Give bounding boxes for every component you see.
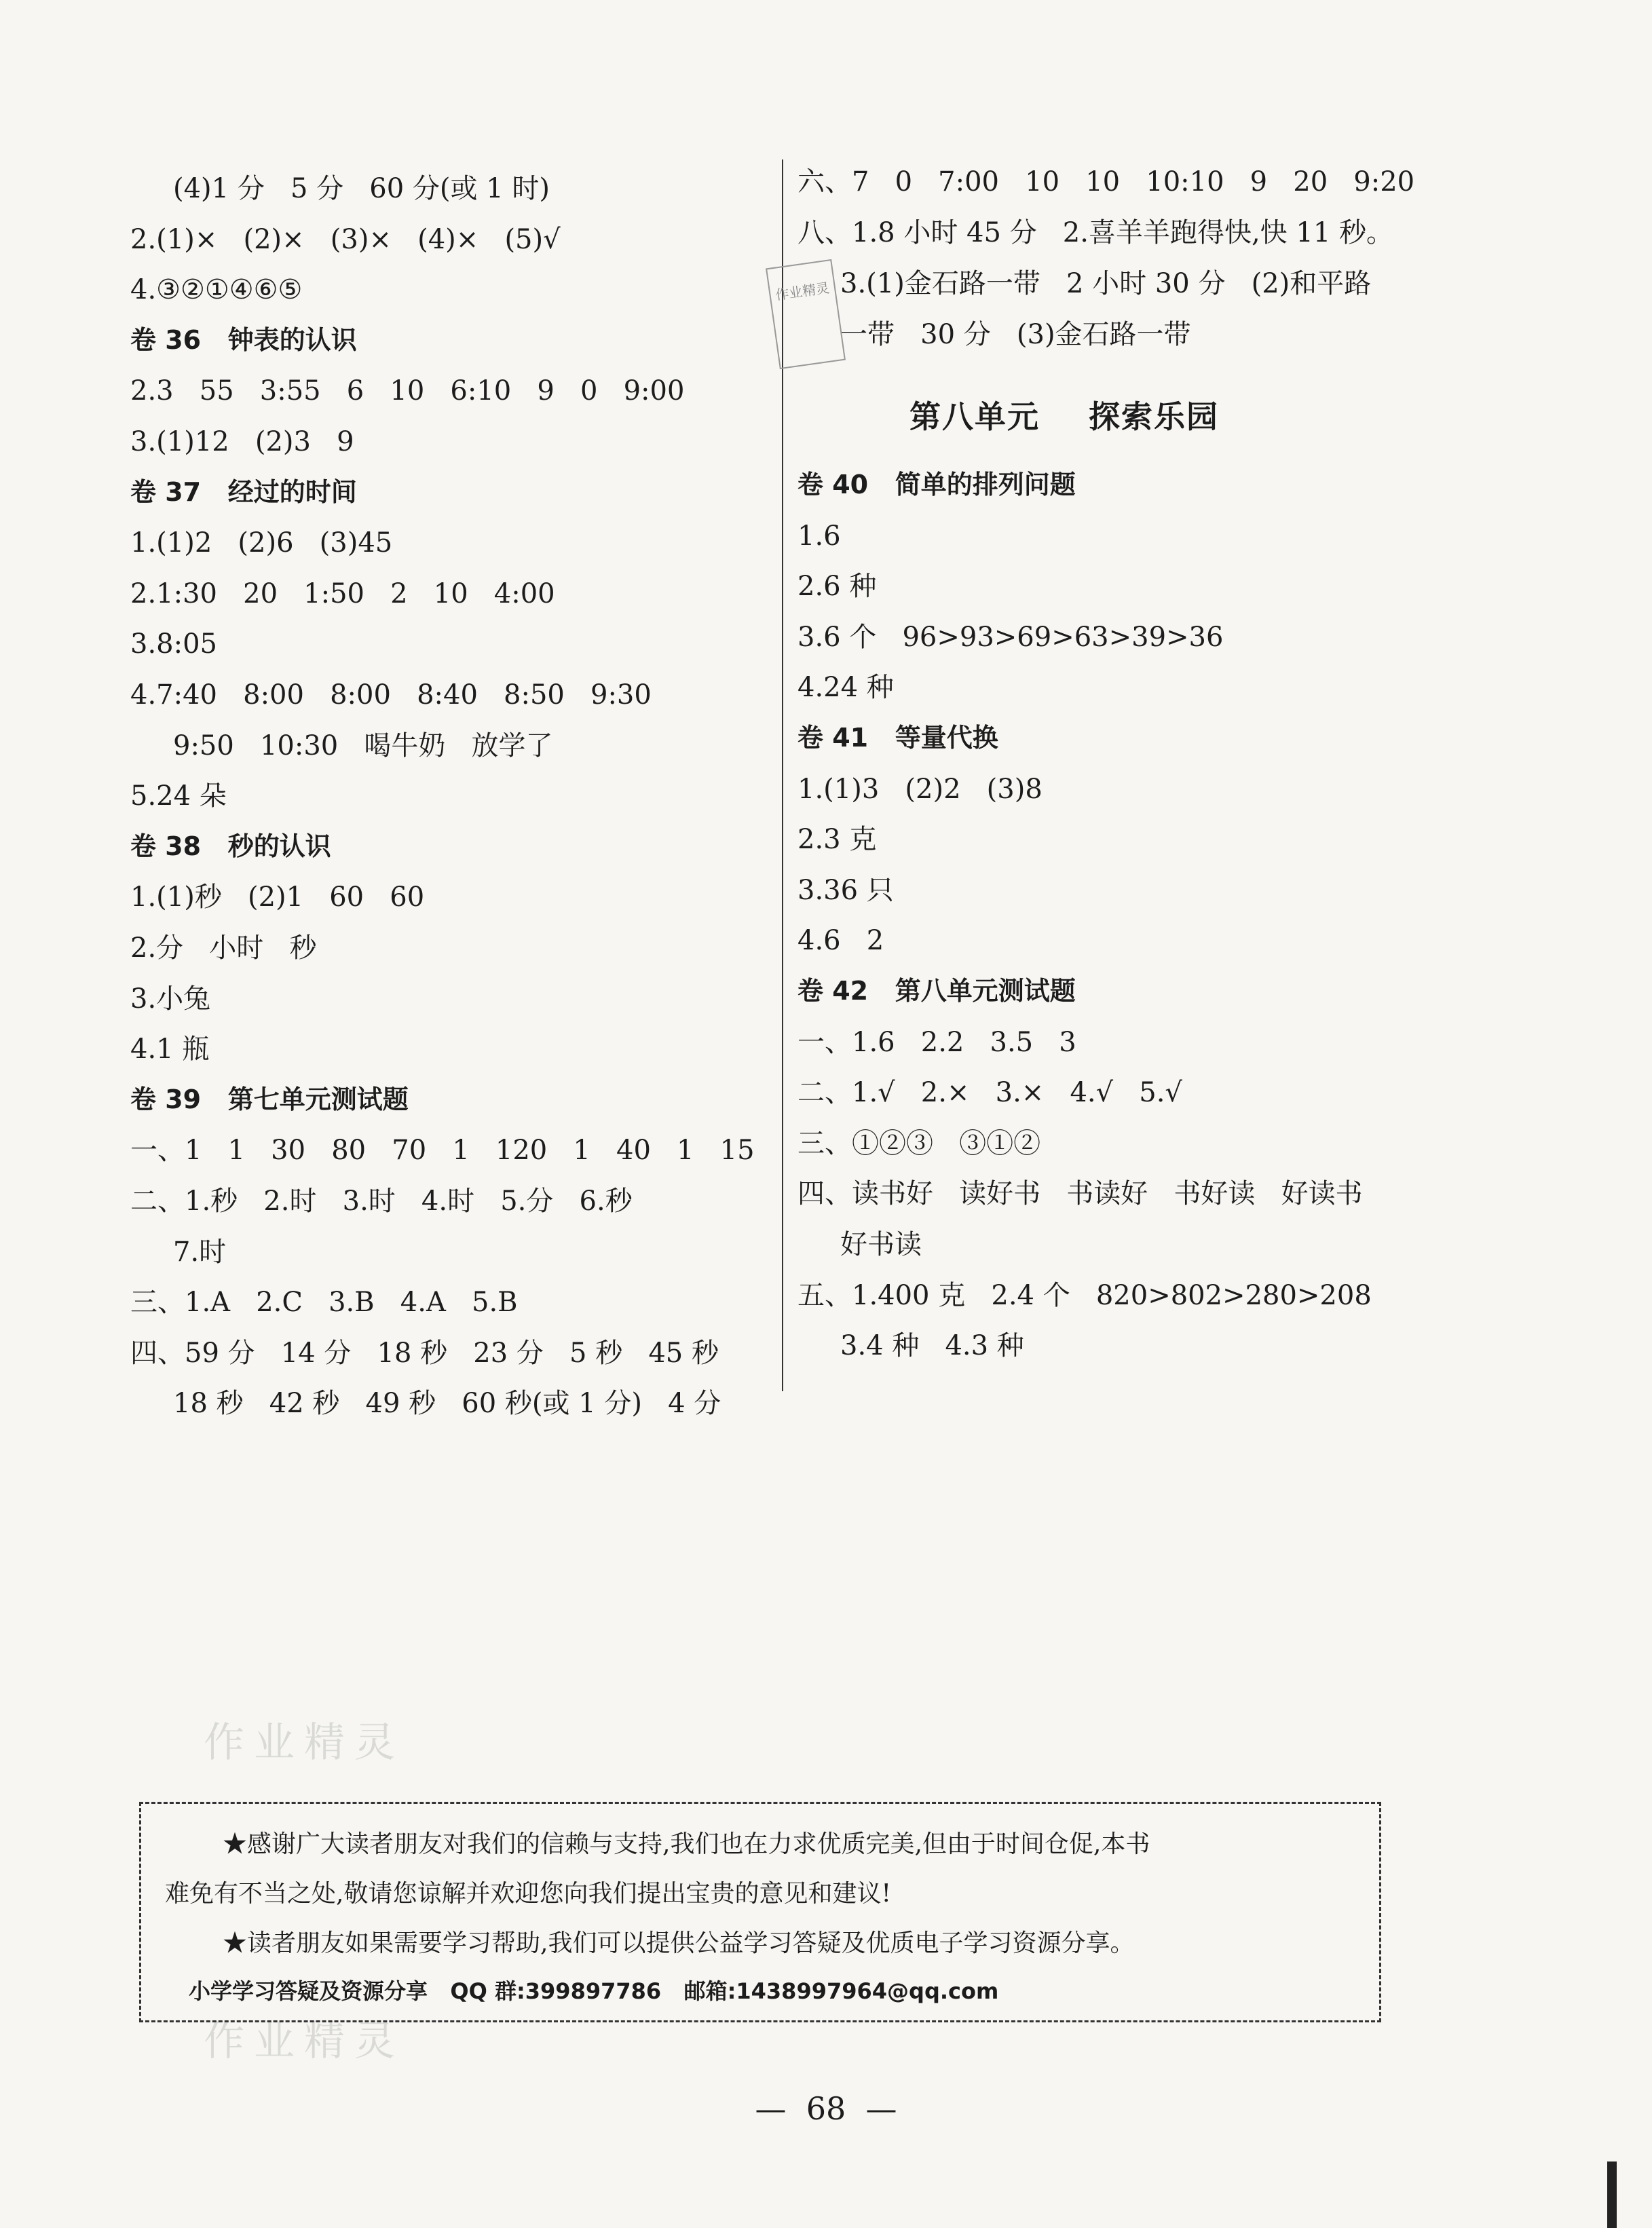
notice-line-2: 难免有不当之处,敬请您谅解并欢迎您向我们提出宝贵的意见和建议! (165, 1880, 891, 1908)
left-column-line: 3.(1)12 (2)3 9 (130, 426, 354, 457)
left-column-line: 四、59 分 14 分 18 秒 23 分 5 秒 45 秒 (130, 1337, 719, 1369)
right-column-bottom-line: 3.6 个 96>93>69>63>39>36 (797, 621, 1224, 653)
right-column-top-line: 六、7 0 7:00 10 10 10:10 9 20 9:20 (797, 166, 1415, 197)
left-column-line: 1.(1)秒 (2)1 60 60 (130, 882, 425, 913)
right-column-bottom-line: 3.4 种 4.3 种 (840, 1330, 1024, 1362)
left-column-line: (4)1 分 5 分 60 分(或 1 时) (173, 173, 550, 204)
notice-line-1: ★感谢广大读者朋友对我们的信赖与支持,我们也在力求优质完美,但由于时间仓促,本书 (223, 1830, 1150, 1858)
left-column-line: 一、1 1 30 80 70 1 120 1 40 1 15 (130, 1135, 755, 1167)
left-column-line: 卷 36 钟表的认识 (130, 324, 357, 355)
edge-scan-mark (1607, 2161, 1617, 2228)
right-column-bottom-line: 好书读 (840, 1229, 922, 1260)
left-column-line: 1.(1)2 (2)6 (3)45 (130, 527, 393, 559)
stamp-logo (766, 259, 846, 369)
left-column-line: 2.1:30 20 1:50 2 10 4:00 (130, 578, 555, 609)
stamp-text: 作业精灵 (774, 279, 831, 303)
right-column-bottom-line: 四、读书好 读好书 书读好 书好读 好读书 (797, 1178, 1363, 1210)
left-column-line: 7.时 (173, 1236, 227, 1268)
watermark-upper: 作业精灵 (204, 1719, 405, 1767)
left-column-line: 二、1.秒 2.时 3.时 4.时 5.分 6.秒 (130, 1186, 633, 1217)
right-column-top-line: 3.(1)金石路一带 2 小时 30 分 (2)和平路 (840, 268, 1372, 299)
unit-title: 第八单元 探索乐园 (909, 398, 1220, 435)
right-column-bottom-line: 二、1.√ 2.× 3.× 4.√ 5.√ (797, 1077, 1182, 1109)
right-column-bottom-line: 1.6 (797, 520, 841, 552)
right-column-top-line: 一带 30 分 (3)金石路一带 (840, 319, 1191, 350)
right-column-bottom-line: 一、1.6 2.2 3.5 3 (797, 1026, 1076, 1058)
right-column-bottom-line: 4.24 种 (797, 672, 894, 704)
left-column-line: 3.小兔 (130, 983, 211, 1015)
right-column-bottom-line: 1.(1)3 (2)2 (3)8 (797, 773, 1043, 805)
notice-line-3: ★读者朋友如果需要学习帮助,我们可以提供公益学习答疑及优质电子学习资源分享。 (223, 1929, 1135, 1957)
left-column-line: 4.③②①④⑥⑤ (130, 274, 303, 306)
watermark-lower: 作业精灵 (204, 2018, 405, 2065)
left-column-line: 9:50 10:30 喝牛奶 放学了 (173, 730, 553, 761)
left-column-line: 卷 38 秒的认识 (130, 831, 331, 861)
left-column-line: 18 秒 42 秒 49 秒 60 秒(或 1 分) 4 分 (173, 1388, 721, 1420)
right-column-bottom-line: 卷 41 等量代换 (797, 723, 998, 753)
right-column-bottom-line: 卷 40 简单的排列问题 (797, 470, 1076, 499)
left-column-line: 4.1 瓶 (130, 1034, 210, 1065)
right-column-bottom-line: 五、1.400 克 2.4 个 820>802>280>208 (797, 1279, 1372, 1311)
notice-box (139, 1802, 1381, 2022)
left-column-line: 卷 37 经过的时间 (130, 476, 357, 507)
right-column-bottom-line: 卷 42 第八单元测试题 (797, 976, 1076, 1006)
notice-contact: 小学学习答疑及资源分享 QQ 群:399897786 邮箱:1438997964@qq.com (189, 1978, 999, 2004)
left-column-line: 2.分 小时 秒 (130, 932, 317, 964)
right-column-bottom-line: 2.3 克 (797, 824, 877, 856)
left-column-line: 2.3 55 3:55 6 10 6:10 9 0 9:00 (130, 375, 685, 407)
left-column-line: 3.8:05 (130, 628, 217, 660)
right-column-top-line: 八、1.8 小时 45 分 2.喜羊羊跑得快,快 11 秒。 (797, 217, 1394, 248)
left-column-line: 5.24 朵 (130, 780, 227, 812)
left-column-line: 三、1.A 2.C 3.B 4.A 5.B (130, 1287, 518, 1319)
left-column-line: 卷 39 第七单元测试题 (130, 1084, 409, 1114)
left-column-line: 4.7:40 8:00 8:00 8:40 8:50 9:30 (130, 679, 652, 711)
right-column-bottom-line: 3.36 只 (797, 874, 894, 906)
right-column-bottom-line: 2.6 种 (797, 571, 877, 603)
left-column-line: 2.(1)× (2)× (3)× (4)× (5)√ (130, 223, 561, 255)
right-column-bottom-line: 4.6 2 (797, 925, 884, 957)
page-number: — 68 — (755, 2090, 897, 2127)
right-column-bottom-line: 三、①②③ ③①② (797, 1127, 1041, 1159)
